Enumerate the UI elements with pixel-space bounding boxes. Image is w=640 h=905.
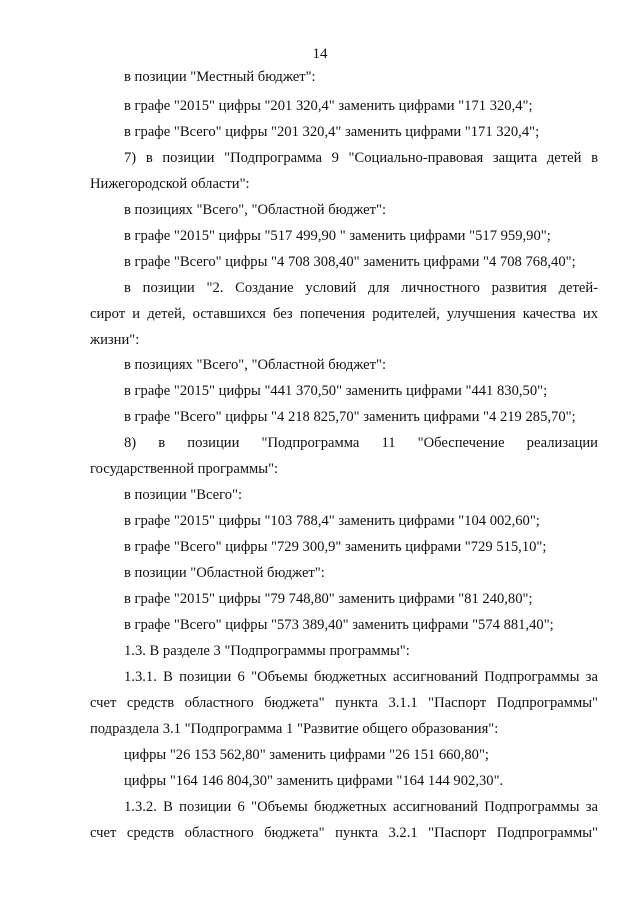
text-line: 1.3.1. В позиции 6 "Объемы бюджетных ассигнований Подпрограммы за [124, 669, 598, 685]
text-line: в позиции "2. Создание условий для личностного развития детей- [124, 280, 598, 296]
text-line: счет средств областного бюджета" пункта 3.2.1 "Паспорт Подпрограммы" [90, 825, 598, 841]
text-line: в графе "2015" цифры "103 788,4" заменить цифрами "104 002,60"; [124, 513, 540, 529]
text-line: в графе "2015" цифры "441 370,50" заменить цифрами "441 830,50"; [124, 383, 548, 399]
text-line: подраздела 3.1 "Подпрограмма 1 "Развитие общего образования": [90, 721, 499, 737]
text-line: в графе "Всего" цифры "4 708 308,40" заменить цифрами "4 708 768,40"; [124, 254, 576, 270]
page-number: 14 [312, 46, 328, 62]
text-line: в позиции "Всего": [124, 487, 243, 503]
text-line: в позициях "Всего", "Областной бюджет": [124, 202, 387, 218]
text-line: цифры "26 153 562,80" заменить цифрами "26 151 660,80"; [124, 747, 489, 763]
text-line: в графе "Всего" цифры "201 320,4" заменить цифрами "171 320,4"; [124, 124, 540, 140]
text-line: в графе "2015" цифры "201 320,4" заменить цифрами "171 320,4"; [124, 98, 533, 114]
text-line: 1.3.2. В позиции 6 "Объемы бюджетных ассигнований Подпрограммы за [124, 799, 598, 815]
text-line: 8) в позиции "Подпрограмма 11 "Обеспечение реализации [124, 435, 598, 451]
text-line: в позиции "Местный бюджет": [124, 69, 316, 85]
text-line: в позициях "Всего", "Областной бюджет": [124, 357, 387, 373]
text-line: в позиции "Областной бюджет": [124, 565, 325, 581]
text-line: в графе "Всего" цифры "573 389,40" заменить цифрами "574 881,40"; [124, 617, 554, 633]
text-line: в графе "2015" цифры "79 748,80" заменить цифрами "81 240,80"; [124, 591, 533, 607]
text-line: в графе "Всего" цифры "729 300,9" заменить цифрами "729 515,10"; [124, 539, 547, 555]
text-line: Нижегородской области": [90, 176, 250, 192]
text-line: сирот и детей, оставшихся без попечения родителей, улучшения качества их [90, 306, 598, 322]
text-line: счет средств областного бюджета" пункта 3.1.1 "Паспорт Подпрограммы" [90, 695, 598, 711]
text-line: государственной программы": [90, 461, 279, 477]
text-line: 1.3. В разделе 3 "Подпрограммы программы": [124, 643, 410, 659]
text-line: 7) в позиции "Подпрограмма 9 "Социально-правовая защита детей в [124, 150, 598, 166]
text-line: цифры "164 146 804,30" заменить цифрами "164 144 902,30". [124, 773, 504, 789]
text-line: в графе "2015" цифры "517 499,90 " заменить цифрами "517 959,90"; [124, 228, 551, 244]
text-line: в графе "Всего" цифры "4 218 825,70" заменить цифрами "4 219 285,70"; [124, 409, 576, 425]
text-line: жизни": [90, 332, 140, 348]
scan-specks: · · · · [4, 893, 52, 899]
